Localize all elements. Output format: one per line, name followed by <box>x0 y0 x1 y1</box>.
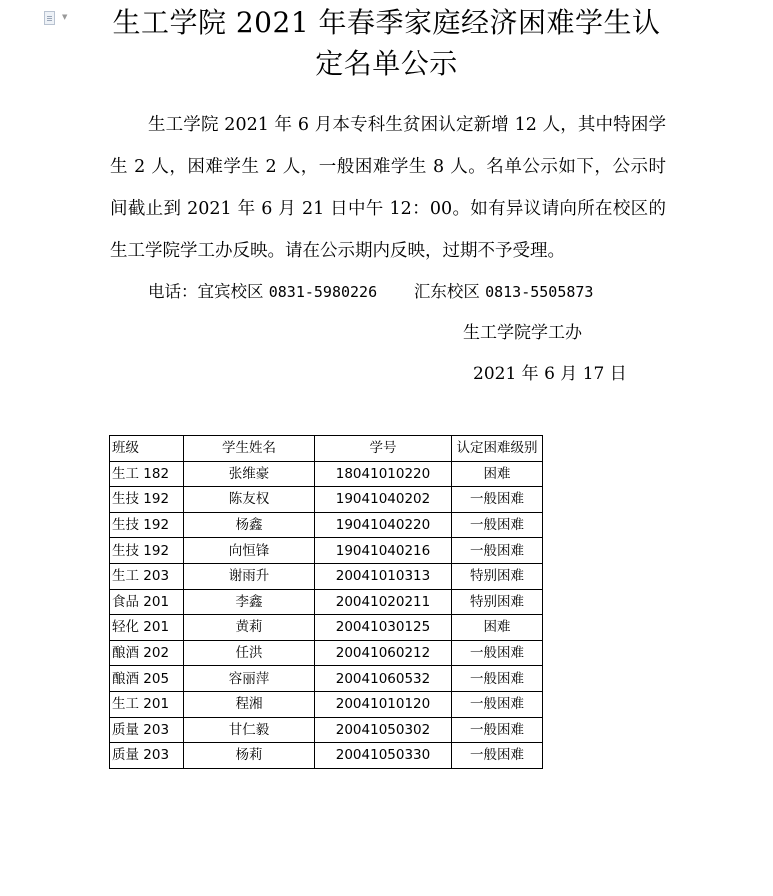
header-student-id: 学号 <box>315 436 452 462</box>
student-id-cell: 20041060212 <box>315 640 452 666</box>
phone-label: 电话：宜宾校区 <box>148 282 264 301</box>
dropdown-caret-icon[interactable]: ▼ <box>62 13 68 21</box>
page-title: 生工学院 2021 年春季家庭经济困难学生认定名单公示 <box>112 6 661 80</box>
table-row <box>110 563 543 589</box>
table-row <box>110 615 543 641</box>
level-cell: 一般困难 <box>452 691 543 717</box>
signature-office: 生工学院学工办 <box>463 323 582 343</box>
class-cell: 食品 201 <box>110 589 184 615</box>
table-row <box>110 691 543 717</box>
class-cell: 酿酒 202 <box>110 640 184 666</box>
level-cell: 一般困难 <box>452 538 543 564</box>
student-id-cell: 20041010313 <box>315 563 452 589</box>
student-id-cell: 20041030125 <box>315 615 452 641</box>
class-cell: 生技 192 <box>110 487 184 513</box>
student-name-cell: 谢雨升 <box>184 563 315 589</box>
level-cell: 一般困难 <box>452 640 543 666</box>
class-cell: 轻化 201 <box>110 615 184 641</box>
level-cell: 一般困难 <box>452 743 543 769</box>
class-cell: 生技 192 <box>110 512 184 538</box>
table-row <box>110 743 543 769</box>
class-cell: 生技 192 <box>110 538 184 564</box>
level-cell: 困难 <box>452 615 543 641</box>
class-cell: 生工 203 <box>110 563 184 589</box>
class-cell: 生工 201 <box>110 691 184 717</box>
student-name-cell: 张维豪 <box>184 461 315 487</box>
table-row <box>110 640 543 666</box>
header-class: 班级 <box>110 436 184 462</box>
student-id-cell: 19041040216 <box>315 538 452 564</box>
level-cell: 一般困难 <box>452 487 543 513</box>
table-row <box>110 538 543 564</box>
student-name-cell: 任洪 <box>184 640 315 666</box>
student-name-cell: 容丽萍 <box>184 666 315 692</box>
student-id-cell: 20041060532 <box>315 666 452 692</box>
student-id-cell: 20041050302 <box>315 717 452 743</box>
student-name-cell: 陈友权 <box>184 487 315 513</box>
yibin-phone: 0831-5980226 <box>268 283 378 301</box>
huidong-phone: 0813-5505873 <box>485 283 594 301</box>
student-name-cell: 李鑫 <box>184 589 315 615</box>
document-icon[interactable] <box>44 11 55 25</box>
student-id-cell: 18041010220 <box>315 461 452 487</box>
student-name-cell: 黄莉 <box>184 615 315 641</box>
student-name-cell: 程湘 <box>184 691 315 717</box>
announcement-paragraph: 生工学院 2021 年 6 月本专科生贫困认定新增 12 人，其中特困学生 2 人，困难学生 2 人，一般困难学生 8 人。名单公示如下，公示时间截止到 2021 年 6 月 21 日中午 12：00。如有异议请向所在校区的生工学院学工办反映。请在公示期内反映，过期不予受理。 <box>110 115 666 261</box>
level-cell: 一般困难 <box>452 717 543 743</box>
signature-date: 2021 年 6 月 17 日 <box>473 364 627 384</box>
student-id-cell: 20041050330 <box>315 743 452 769</box>
header-level: 认定困难级别 <box>452 436 543 462</box>
table-row <box>110 717 543 743</box>
table-row <box>110 512 543 538</box>
student-name-cell: 甘仁毅 <box>184 717 315 743</box>
student-id-cell: 20041010120 <box>315 691 452 717</box>
student-id-cell: 19041040202 <box>315 487 452 513</box>
level-cell: 特别困难 <box>452 563 543 589</box>
table-row <box>110 666 543 692</box>
level-cell: 困难 <box>452 461 543 487</box>
student-id-cell: 19041040220 <box>315 512 452 538</box>
class-cell: 质量 203 <box>110 743 184 769</box>
student-name-cell: 向恒锋 <box>184 538 315 564</box>
class-cell: 质量 203 <box>110 717 184 743</box>
header-name: 学生姓名 <box>184 436 315 462</box>
student-id-cell: 20041020211 <box>315 589 452 615</box>
level-cell: 一般困难 <box>452 666 543 692</box>
student-name-cell: 杨鑫 <box>184 512 315 538</box>
table-row <box>110 487 543 513</box>
level-cell: 一般困难 <box>452 512 543 538</box>
table-row <box>110 461 543 487</box>
student-list-table <box>109 435 543 769</box>
student-name-cell: 杨莉 <box>184 743 315 769</box>
level-cell: 特别困难 <box>452 589 543 615</box>
class-cell: 生工 182 <box>110 461 184 487</box>
huidong-label: 汇东校区 <box>413 282 480 301</box>
contact-phone-line <box>148 272 593 312</box>
table-row <box>110 589 543 615</box>
class-cell: 酿酒 205 <box>110 666 184 692</box>
table-header-row <box>110 436 543 462</box>
